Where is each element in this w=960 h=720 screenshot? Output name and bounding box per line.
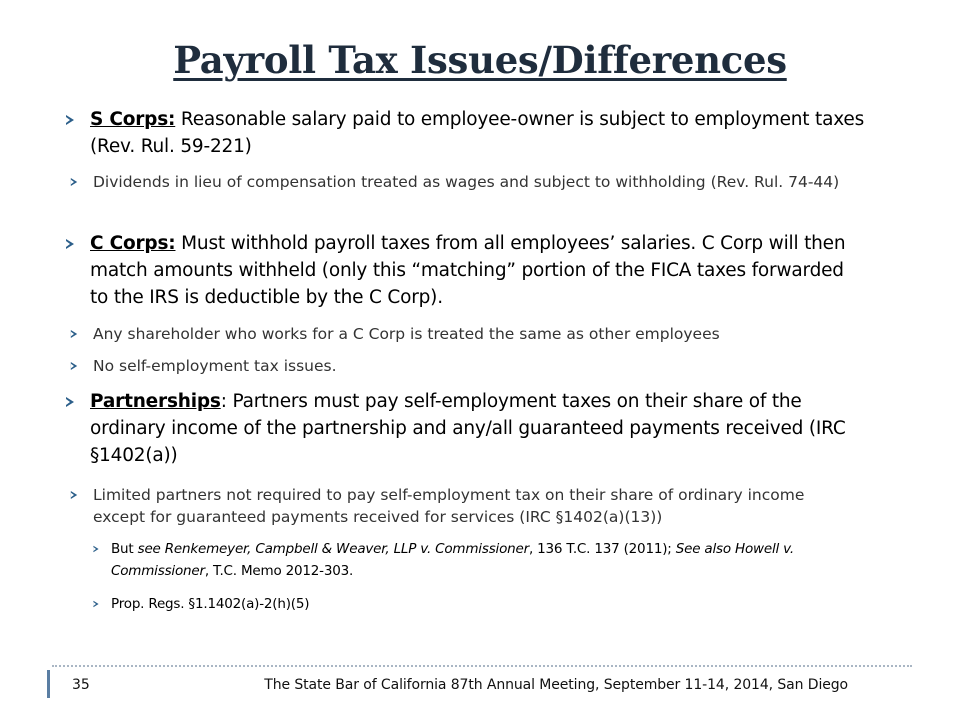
page-title: Payroll Tax Issues/Differences xyxy=(173,38,787,82)
sub-bullet-text: Limited partners not required to pay self-employment tax on their share of ordinary income except for guaranteed payments received for services (IRC §1402(a)(13)) xyxy=(93,486,805,526)
bullet-label: C Corps: xyxy=(90,233,176,254)
footer-divider xyxy=(52,665,912,667)
bullet-text: : Partners must pay self-employment taxes on their share of the ordinary income of the partnership and any/all guaranteed payments received (IRC §1402(a)) xyxy=(90,391,846,466)
arrow-bullet-icon xyxy=(93,601,98,608)
sub-bullet-text: Dividends in lieu of compensation treated as wages and subject to withholding (Rev. Rul. 74-44) xyxy=(93,173,840,191)
footer-accent-bar xyxy=(47,670,50,698)
arrow-bullet-icon xyxy=(71,178,77,186)
bullet-label: Partnerships xyxy=(90,391,221,412)
sub-bullet-text: Prop. Regs. §1.1402(a)-2(h)(5) xyxy=(111,596,310,612)
bullet-text: Must withhold payroll taxes from all employees’ salaries. C Corp will then match amounts withheld (only this “matching” portion of the FICA taxes forwarded to the IRS is deductible by the C Corp). xyxy=(90,233,846,308)
sub-sub-bullet-renkemeyer xyxy=(92,538,872,582)
citation-suffix: , T.C. Memo 2012-303. xyxy=(204,563,354,579)
arrow-bullet-icon xyxy=(66,115,74,125)
citation-case-1: see Renkemeyer, Campbell & Weaver, LLP v. Commissioner xyxy=(137,541,529,557)
arrow-bullet-icon xyxy=(71,491,77,499)
page-number: 35 xyxy=(72,677,90,693)
footer-text: The State Bar of California 87th Annual Meeting, September 11-14, 2014, San Diego xyxy=(264,677,848,693)
sub-bullet-text: Any shareholder who works for a C Corp is treated the same as other employees xyxy=(93,325,720,343)
arrow-bullet-icon xyxy=(66,239,74,249)
citation-mid: , 136 T.C. 137 (2011); xyxy=(528,541,676,557)
sub-sub-bullet-prop-regs xyxy=(92,593,872,615)
bullet-partnerships xyxy=(66,388,866,469)
arrow-bullet-icon xyxy=(71,330,77,338)
arrow-bullet-icon xyxy=(66,397,74,407)
bullet-label: S Corps: xyxy=(90,109,176,130)
sub-bullet-no-se-tax xyxy=(70,355,870,377)
arrow-bullet-icon xyxy=(93,546,98,553)
bullet-text: Reasonable salary paid to employee-owner is subject to employment taxes (Rev. Rul. 59-221) xyxy=(90,109,865,157)
sub-bullet-shareholder xyxy=(70,323,870,345)
citation-prefix: But xyxy=(111,541,138,557)
bullet-s-corps xyxy=(66,106,866,160)
citation-case-2: See also Howell v. Commissioner xyxy=(111,541,794,579)
arrow-bullet-icon xyxy=(71,362,77,370)
sub-bullet-limited-partners xyxy=(70,484,850,528)
sub-bullet-dividends xyxy=(70,171,870,193)
bullet-c-corps xyxy=(66,230,866,311)
sub-bullet-text: No self-employment tax issues. xyxy=(93,357,337,375)
